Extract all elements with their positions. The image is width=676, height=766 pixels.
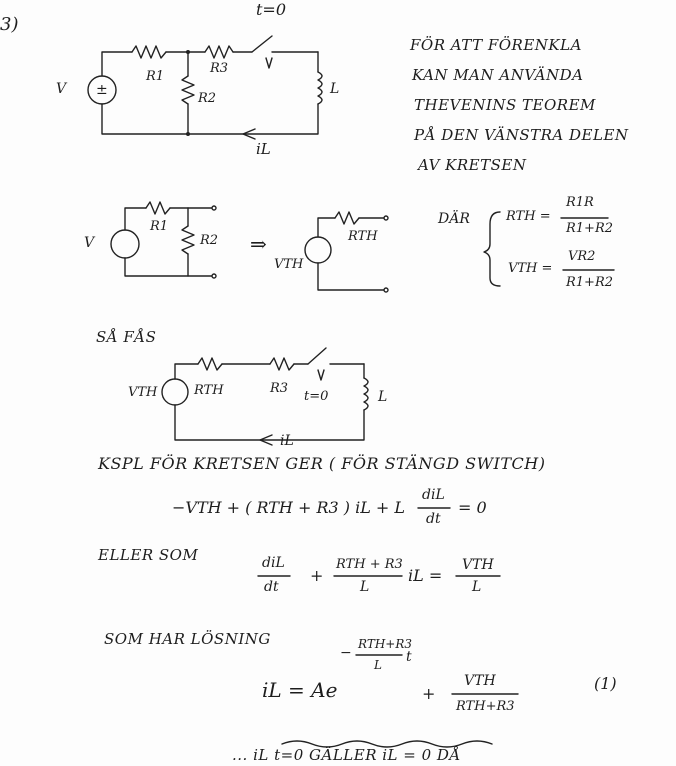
where-label: DÄR (438, 211, 470, 227)
rth-label: RTH (348, 229, 378, 244)
resistor-r1-symbol (132, 46, 166, 58)
equation-2-plus: + (310, 566, 324, 585)
circuit2-current-label: iL (280, 433, 294, 449)
equation-2-il: iL = (408, 566, 443, 585)
equation-3-num: VTH (464, 673, 496, 689)
equation-2-num1: diL (262, 555, 285, 571)
circuit2-inductor-label: L (378, 389, 388, 405)
kspl-text: KSPL FÖR KRETSEN GER ( FÖR STÄNGD SWITCH) (98, 454, 546, 473)
intro-line: AV KRETSEN (418, 156, 527, 174)
thevenin-source-label: V (84, 235, 95, 251)
equation-2-den1: dt (264, 579, 279, 595)
r1-label: R1 (146, 69, 165, 84)
circuit2-rth-label: RTH (194, 383, 224, 398)
som-har-losning-text: SOM HAR LÖSNING (104, 630, 271, 648)
r3-label: R3 (210, 61, 229, 76)
resistor-r2-symbol (182, 76, 194, 104)
resistor-r3-symbol (205, 46, 233, 58)
vth-denominator: R1+R2 (566, 275, 614, 290)
intro-line: KAN MAN ANVÄNDA (412, 66, 584, 84)
equation-3-exp-t: t (406, 649, 412, 665)
circuit-1 (88, 36, 322, 139)
equation-3-lhs: iL = Ae (262, 678, 338, 702)
equation-3-exp-den: L (374, 658, 382, 672)
switch-arrow (266, 58, 272, 68)
equation-3-den: RTH+R3 (456, 699, 515, 714)
switch-blade (252, 36, 272, 52)
equation-2-den3: L (472, 579, 482, 595)
intro-line: FÖR ATT FÖRENKLA (410, 36, 582, 54)
equation-3-label: (1) (594, 674, 617, 693)
rth-denominator: R1+R2 (566, 221, 614, 236)
equation-2-den2: L (360, 579, 370, 595)
bottom-line-text: ... iL t=0 GÄLLER iL = 0 DÅ (232, 746, 461, 764)
r2-label: R2 (198, 91, 217, 106)
equation-3-exp-minus: − (340, 645, 352, 661)
equation-2-num2: RTH + R3 (336, 557, 403, 572)
circuit2-vth-label: VTH (128, 385, 158, 400)
intro-line: THEVENINS TEOREM (414, 96, 596, 114)
node-dot (186, 50, 190, 54)
equation-1-numerator: diL (422, 487, 445, 503)
equation-1-part1: −VTH + ( RTH + R3 ) iL + L (172, 498, 406, 517)
equation-1-denominator: dt (426, 511, 441, 527)
circuit-2 (162, 348, 368, 445)
source-polarity-symbol: ± (96, 82, 108, 98)
node-dot (186, 132, 190, 136)
wire (102, 52, 132, 76)
thevenin-r1-label: R1 (150, 219, 169, 234)
circuit2-r3-label: R3 (270, 381, 289, 396)
vth-numerator: VR2 (568, 249, 596, 264)
vth-label: VTH (274, 257, 304, 272)
thevenin-r2-label: R2 (200, 233, 219, 248)
thevenin-right-circuit (305, 212, 388, 292)
circuit2-switch-time: t=0 (304, 389, 329, 404)
equation-3-exp-num: RTH+R3 (358, 637, 413, 651)
switch-time-label: t=0 (256, 0, 287, 19)
equation-1-rhs: = 0 (458, 498, 487, 517)
eller-som-text: ELLER SOM (98, 546, 199, 564)
wire (102, 104, 318, 134)
source-label: V (56, 81, 67, 97)
equation-2-num3: VTH (462, 557, 494, 573)
implies-arrow: ⇒ (250, 232, 267, 256)
vth-definition-lhs: VTH = (508, 261, 553, 276)
equation-3-plus: + (422, 684, 436, 703)
sa-fas-text: SÅ FÅS (96, 328, 157, 346)
curly-brace (484, 212, 500, 286)
inductor-label: L (330, 81, 340, 97)
inductor-symbol (318, 72, 322, 104)
rth-numerator: R1R (566, 195, 594, 210)
intro-line: PÅ DEN VÄNSTRA DELEN (414, 126, 629, 144)
current-label: iL (256, 140, 271, 158)
problem-number: 3) (0, 14, 19, 35)
rth-definition-lhs: RTH = (506, 209, 551, 224)
